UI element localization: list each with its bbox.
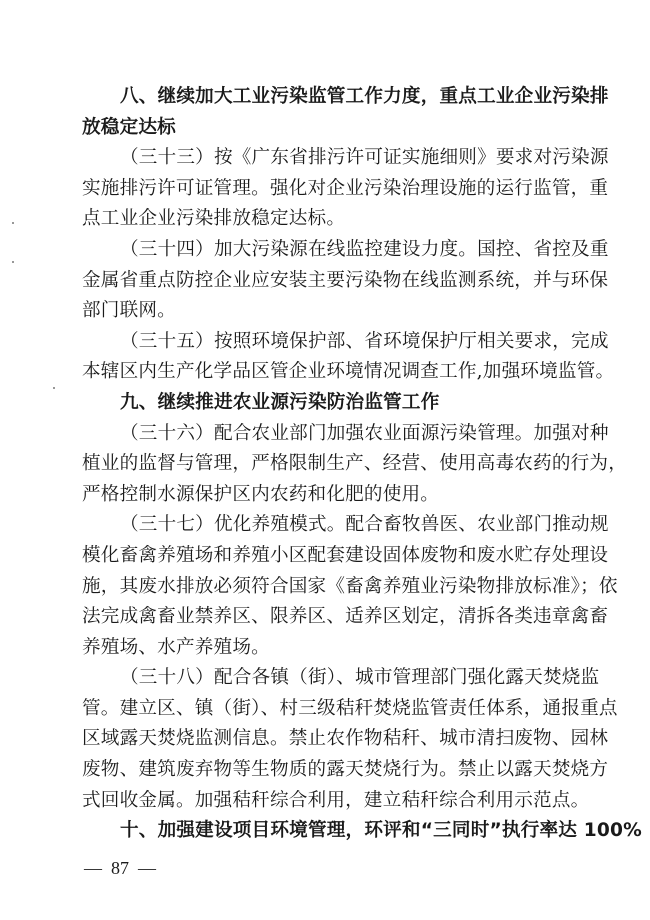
paragraph-38-line-5: 式回收金属。加强秸秆综合利用，建立秸秆综合利用示范点。 bbox=[82, 789, 590, 811]
paragraph-35-line-2: 本辖区内生产化学品区管企业环境情况调查工作,加强环境监管。 bbox=[82, 361, 615, 383]
paragraph-36-line-2: 植业的监督与管理，严格限制生产、经营、使用高毒农药的行为， bbox=[82, 453, 628, 475]
paragraph-38-line-2: 管。建立区、镇（街）、村三级秸秆焚烧监管责任体系，通报重点 bbox=[82, 697, 618, 719]
section-heading-8-line-2: 放稳定达标 bbox=[82, 116, 176, 138]
paragraph-37-line-4: 法完成禽畜业禁养区、限养区、适养区划定，清拆各类违章禽畜 bbox=[82, 606, 609, 628]
paragraph-37-line-3: 施，其废水排放必须符合国家《畜禽养殖业污染物排放标准》；依 bbox=[82, 575, 618, 597]
paragraph-38-line-3: 区域露天焚烧监测信息。禁止农作物秸秆、城市清扫废物、园林 bbox=[82, 728, 609, 750]
scan-speck bbox=[12, 222, 14, 224]
paragraph-33-line-1: （三十三）按《广东省排污许可证实施细则》要求对污染源 bbox=[120, 147, 609, 169]
scan-speck bbox=[12, 261, 14, 263]
paragraph-36-line-1: （三十六）配合农业部门加强农业面源污染管理。加强对种 bbox=[120, 422, 609, 444]
paragraph-36-line-3: 严格控制水源保护区内农药和化肥的使用。 bbox=[82, 483, 440, 505]
paragraph-37-line-1: （三十七）优化养殖模式。配合畜牧兽医、农业部门推动规 bbox=[120, 514, 609, 536]
paragraph-33-line-3: 点工业企业污染排放稳定达标。 bbox=[82, 208, 346, 230]
page-number: — 87 — bbox=[84, 858, 156, 878]
paragraph-38-line-4: 废物、建筑废弃物等生物质的露天焚烧行为。禁止以露天焚烧方 bbox=[82, 759, 609, 781]
document-page bbox=[82, 82, 643, 847]
paragraph-33-line-2: 实施排污许可证管理。强化对企业污染治理设施的运行监管，重 bbox=[82, 177, 609, 199]
paragraph-35-line-1: （三十五）按照环境保护部、省环境保护厅相关要求，完成 bbox=[120, 330, 609, 352]
paragraph-34-line-1: （三十四）加大污染源在线监控建设力度。国控、省控及重 bbox=[120, 238, 609, 260]
paragraph-37-line-2: 模化畜禽养殖场和养殖小区配套建设固体废物和废水贮存处理设 bbox=[82, 544, 609, 566]
section-heading-9: 九、继续推进农业源污染防治监管工作 bbox=[120, 391, 440, 413]
paragraph-34-line-3: 部门联网。 bbox=[82, 300, 176, 322]
section-heading-10: 十、加强建设项目环境管理，环评和“三同时”执行率达 100% bbox=[120, 820, 643, 842]
paragraph-38-line-1: （三十八）配合各镇（街）、城市管理部门强化露天焚烧监 bbox=[120, 667, 600, 689]
scan-speck bbox=[53, 387, 55, 389]
paragraph-37-line-5: 养殖场、水产养殖场。 bbox=[82, 636, 270, 658]
paragraph-34-line-2: 金属省重点防控企业应安装主要污染物在线监测系统，并与环保 bbox=[82, 269, 609, 291]
section-heading-8-line-1: 八、继续加大工业污染监管工作力度，重点工业企业污染排 bbox=[120, 86, 609, 107]
